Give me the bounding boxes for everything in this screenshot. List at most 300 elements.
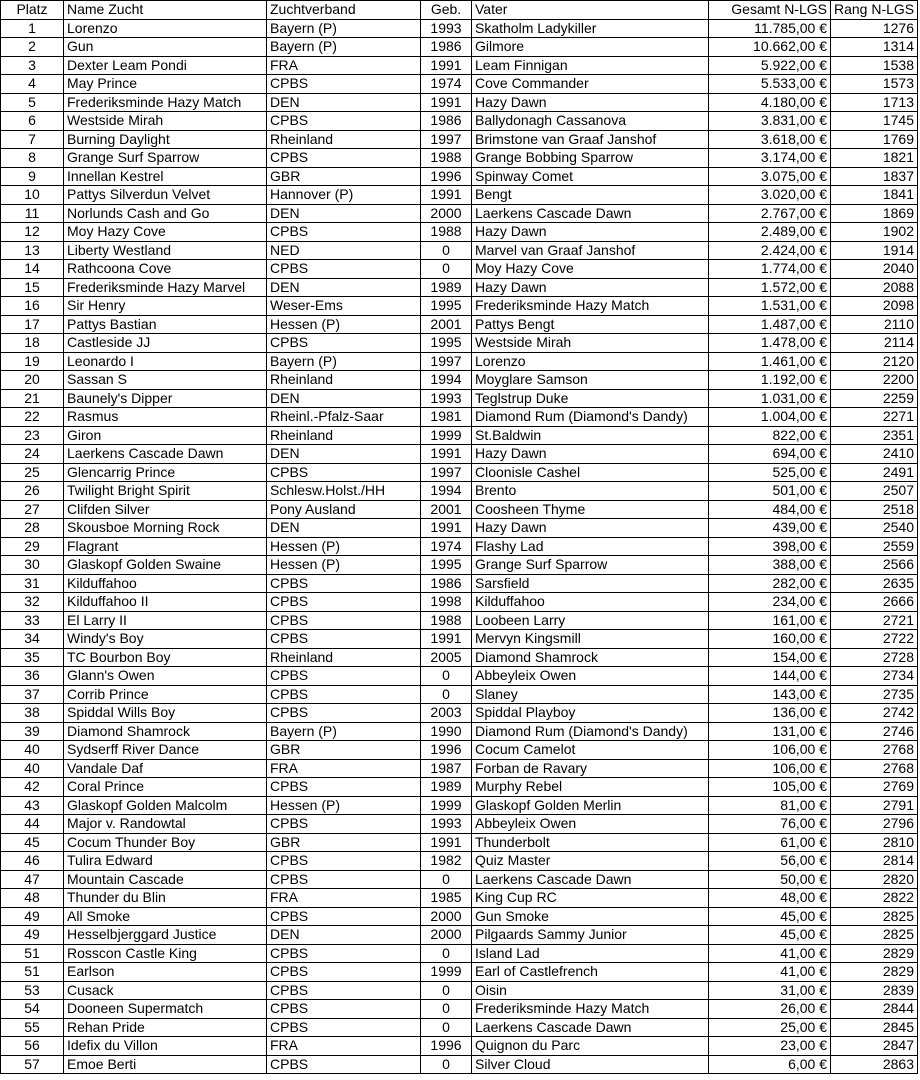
platz-cell: 42 xyxy=(1,778,64,797)
zuchtverband-cell: DEN xyxy=(267,204,421,223)
geb-cell: 2001 xyxy=(421,315,472,334)
zuchtverband-cell: CPBS xyxy=(267,704,421,723)
table-row xyxy=(1,981,918,1000)
platz-cell: 9 xyxy=(1,167,64,186)
platz-cell: 45 xyxy=(1,833,64,852)
name-cell: Laerkens Cascade Dawn xyxy=(64,445,267,464)
gesamt-cell: 3.174,00 € xyxy=(709,149,831,168)
name-cell: Rathcoona Cove xyxy=(64,260,267,279)
name-cell: Rosscon Castle King xyxy=(64,944,267,963)
name-cell: Moy Hazy Cove xyxy=(64,223,267,242)
rang-cell: 1538 xyxy=(831,56,918,75)
vater-cell: Moyglare Samson xyxy=(472,371,709,390)
geb-cell: 1988 xyxy=(421,611,472,630)
vater-cell: Kilduffahoo xyxy=(472,593,709,612)
table-row xyxy=(1,1000,918,1019)
table-row xyxy=(1,426,918,445)
name-cell: Kilduffahoo II xyxy=(64,593,267,612)
gesamt-cell: 1.192,00 € xyxy=(709,371,831,390)
geb-cell: 1996 xyxy=(421,167,472,186)
geb-cell: 0 xyxy=(421,944,472,963)
name-cell: Clifden Silver xyxy=(64,500,267,519)
gesamt-cell: 161,00 € xyxy=(709,611,831,630)
rang-cell: 2110 xyxy=(831,315,918,334)
name-cell: Earlson xyxy=(64,963,267,982)
table-row xyxy=(1,593,918,612)
vater-cell: Oisin xyxy=(472,981,709,1000)
column-header-platz: Platz xyxy=(1,1,64,20)
name-cell: Tulira Edward xyxy=(64,852,267,871)
name-cell: Rasmus xyxy=(64,408,267,427)
table-body xyxy=(1,19,918,1074)
name-cell: Vandale Daf xyxy=(64,759,267,778)
table-row xyxy=(1,186,918,205)
platz-cell: 40 xyxy=(1,741,64,760)
geb-cell: 1999 xyxy=(421,963,472,982)
name-cell: Sir Henry xyxy=(64,297,267,316)
rang-cell: 2507 xyxy=(831,482,918,501)
gesamt-cell: 56,00 € xyxy=(709,852,831,871)
gesamt-cell: 1.774,00 € xyxy=(709,260,831,279)
name-cell: Burning Daylight xyxy=(64,130,267,149)
rang-cell: 1837 xyxy=(831,167,918,186)
vater-cell: Hazy Dawn xyxy=(472,93,709,112)
name-cell: Westside Mirah xyxy=(64,112,267,131)
platz-cell: 29 xyxy=(1,537,64,556)
rang-cell: 1713 xyxy=(831,93,918,112)
vater-cell: Sarsfield xyxy=(472,574,709,593)
geb-cell: 0 xyxy=(421,260,472,279)
rang-cell: 2742 xyxy=(831,704,918,723)
platz-cell: 17 xyxy=(1,315,64,334)
vater-cell: Gun Smoke xyxy=(472,907,709,926)
rang-cell: 2540 xyxy=(831,519,918,538)
geb-cell: 1989 xyxy=(421,778,472,797)
name-cell: Giron xyxy=(64,426,267,445)
platz-cell: 18 xyxy=(1,334,64,353)
vater-cell: Spinway Comet xyxy=(472,167,709,186)
zuchtverband-cell: Rheinland xyxy=(267,371,421,390)
vater-cell: Pilgaards Sammy Junior xyxy=(472,926,709,945)
rang-cell: 2829 xyxy=(831,944,918,963)
name-cell: Windy's Boy xyxy=(64,630,267,649)
table-row xyxy=(1,278,918,297)
name-cell: Rehan Pride xyxy=(64,1018,267,1037)
gesamt-cell: 1.531,00 € xyxy=(709,297,831,316)
zuchtverband-cell: Weser-Ems xyxy=(267,297,421,316)
rang-cell: 2847 xyxy=(831,1037,918,1056)
platz-cell: 30 xyxy=(1,556,64,575)
geb-cell: 1991 xyxy=(421,186,472,205)
rang-cell: 2666 xyxy=(831,593,918,612)
table-row xyxy=(1,1018,918,1037)
table-row xyxy=(1,371,918,390)
geb-cell: 2000 xyxy=(421,907,472,926)
vater-cell: Earl of Castlefrench xyxy=(472,963,709,982)
rang-cell: 2410 xyxy=(831,445,918,464)
name-cell: Cusack xyxy=(64,981,267,1000)
column-header-name-zucht: Name Zucht xyxy=(64,1,267,20)
column-header-gesamt-n-lgs: Gesamt N-LGS xyxy=(709,1,831,20)
gesamt-cell: 48,00 € xyxy=(709,889,831,908)
table-row xyxy=(1,56,918,75)
geb-cell: 1995 xyxy=(421,334,472,353)
platz-cell: 20 xyxy=(1,371,64,390)
geb-cell: 2001 xyxy=(421,500,472,519)
zuchtverband-cell: FRA xyxy=(267,759,421,778)
geb-cell: 1991 xyxy=(421,56,472,75)
zuchtverband-cell: CPBS xyxy=(267,944,421,963)
geb-cell: 1997 xyxy=(421,130,472,149)
rang-cell: 2635 xyxy=(831,574,918,593)
rang-cell: 2839 xyxy=(831,981,918,1000)
gesamt-cell: 23,00 € xyxy=(709,1037,831,1056)
name-cell: Pattys Silverdun Velvet xyxy=(64,186,267,205)
table-row xyxy=(1,833,918,852)
table-row xyxy=(1,722,918,741)
table-row xyxy=(1,870,918,889)
name-cell: Coral Prince xyxy=(64,778,267,797)
rang-cell: 1914 xyxy=(831,241,918,260)
platz-cell: 1 xyxy=(1,19,64,38)
name-cell: Gun xyxy=(64,38,267,57)
rang-cell: 2863 xyxy=(831,1055,918,1074)
name-cell: Frederiksminde Hazy Marvel xyxy=(64,278,267,297)
table-row xyxy=(1,685,918,704)
vater-cell: Laerkens Cascade Dawn xyxy=(472,204,709,223)
geb-cell: 1993 xyxy=(421,19,472,38)
table-row xyxy=(1,741,918,760)
table-row xyxy=(1,352,918,371)
gesamt-cell: 3.618,00 € xyxy=(709,130,831,149)
table-row xyxy=(1,926,918,945)
geb-cell: 0 xyxy=(421,1000,472,1019)
table-row xyxy=(1,611,918,630)
gesamt-cell: 694,00 € xyxy=(709,445,831,464)
vater-cell: Forban de Ravary xyxy=(472,759,709,778)
gesamt-cell: 41,00 € xyxy=(709,963,831,982)
platz-cell: 23 xyxy=(1,426,64,445)
gesamt-cell: 439,00 € xyxy=(709,519,831,538)
zuchtverband-cell: GBR xyxy=(267,833,421,852)
name-cell: Castleside JJ xyxy=(64,334,267,353)
geb-cell: 1999 xyxy=(421,796,472,815)
platz-cell: 34 xyxy=(1,630,64,649)
vater-cell: St.Baldwin xyxy=(472,426,709,445)
gesamt-cell: 4.180,00 € xyxy=(709,93,831,112)
column-header-rang-n-lgs: Rang N-LGS xyxy=(831,1,918,20)
geb-cell: 1988 xyxy=(421,149,472,168)
gesamt-cell: 3.075,00 € xyxy=(709,167,831,186)
gesamt-cell: 484,00 € xyxy=(709,500,831,519)
zuchtverband-cell: Rheinland xyxy=(267,648,421,667)
name-cell: Lorenzo xyxy=(64,19,267,38)
geb-cell: 1995 xyxy=(421,297,472,316)
platz-cell: 47 xyxy=(1,870,64,889)
table-row xyxy=(1,389,918,408)
name-cell: Kilduffahoo xyxy=(64,574,267,593)
geb-cell: 1993 xyxy=(421,389,472,408)
rang-cell: 2768 xyxy=(831,759,918,778)
zuchtverband-cell: Bayern (P) xyxy=(267,38,421,57)
vater-cell: Spiddal Playboy xyxy=(472,704,709,723)
vater-cell: Diamond Shamrock xyxy=(472,648,709,667)
gesamt-cell: 1.461,00 € xyxy=(709,352,831,371)
gesamt-cell: 1.572,00 € xyxy=(709,278,831,297)
platz-cell: 13 xyxy=(1,241,64,260)
vater-cell: Quignon du Parc xyxy=(472,1037,709,1056)
platz-cell: 53 xyxy=(1,981,64,1000)
name-cell: Emoe Berti xyxy=(64,1055,267,1074)
vater-cell: Coosheen Thyme xyxy=(472,500,709,519)
zuchtverband-cell: CPBS xyxy=(267,593,421,612)
platz-cell: 48 xyxy=(1,889,64,908)
gesamt-cell: 234,00 € xyxy=(709,593,831,612)
geb-cell: 1989 xyxy=(421,278,472,297)
vater-cell: Diamond Rum (Diamond's Dandy) xyxy=(472,722,709,741)
geb-cell: 2003 xyxy=(421,704,472,723)
rang-cell: 2098 xyxy=(831,297,918,316)
table-row xyxy=(1,944,918,963)
rang-cell: 2566 xyxy=(831,556,918,575)
name-cell: Glencarrig Prince xyxy=(64,463,267,482)
rang-cell: 2844 xyxy=(831,1000,918,1019)
vater-cell: Gilmore xyxy=(472,38,709,57)
rang-cell: 2814 xyxy=(831,852,918,871)
vater-cell: Leam Finnigan xyxy=(472,56,709,75)
table-row xyxy=(1,648,918,667)
zuchtverband-cell: Rheinland xyxy=(267,130,421,149)
zuchtverband-cell: Schlesw.Holst./HH xyxy=(267,482,421,501)
platz-cell: 11 xyxy=(1,204,64,223)
table-row xyxy=(1,1055,918,1074)
platz-cell: 55 xyxy=(1,1018,64,1037)
gesamt-cell: 2.767,00 € xyxy=(709,204,831,223)
name-cell: Leonardo I xyxy=(64,352,267,371)
rang-cell: 1821 xyxy=(831,149,918,168)
vater-cell: Diamond Rum (Diamond's Dandy) xyxy=(472,408,709,427)
zuchtverband-cell: CPBS xyxy=(267,223,421,242)
header-row xyxy=(1,1,918,20)
vater-cell: Bengt xyxy=(472,186,709,205)
name-cell: Idefix du Villon xyxy=(64,1037,267,1056)
gesamt-cell: 31,00 € xyxy=(709,981,831,1000)
platz-cell: 27 xyxy=(1,500,64,519)
platz-cell: 54 xyxy=(1,1000,64,1019)
gesamt-cell: 3.020,00 € xyxy=(709,186,831,205)
name-cell: Thunder du Blin xyxy=(64,889,267,908)
table-row xyxy=(1,667,918,686)
rang-cell: 2746 xyxy=(831,722,918,741)
name-cell: Glaskopf Golden Malcolm xyxy=(64,796,267,815)
geb-cell: 1986 xyxy=(421,38,472,57)
zuchtverband-cell: Rheinl.-Pfalz-Saar xyxy=(267,408,421,427)
geb-cell: 1986 xyxy=(421,574,472,593)
vater-cell: Cloonisle Cashel xyxy=(472,463,709,482)
table-row xyxy=(1,38,918,57)
platz-cell: 10 xyxy=(1,186,64,205)
zuchtverband-cell: Pony Ausland xyxy=(267,500,421,519)
geb-cell: 1991 xyxy=(421,630,472,649)
platz-cell: 16 xyxy=(1,297,64,316)
gesamt-cell: 144,00 € xyxy=(709,667,831,686)
rang-cell: 1314 xyxy=(831,38,918,57)
rang-cell: 2769 xyxy=(831,778,918,797)
table-row xyxy=(1,630,918,649)
geb-cell: 2000 xyxy=(421,204,472,223)
rang-cell: 2351 xyxy=(831,426,918,445)
geb-cell: 1995 xyxy=(421,556,472,575)
table-row xyxy=(1,19,918,38)
zuchtverband-cell: Hessen (P) xyxy=(267,315,421,334)
zuchtverband-cell: CPBS xyxy=(267,667,421,686)
zuchtverband-cell: FRA xyxy=(267,889,421,908)
gesamt-cell: 2.489,00 € xyxy=(709,223,831,242)
name-cell: Diamond Shamrock xyxy=(64,722,267,741)
rang-cell: 2271 xyxy=(831,408,918,427)
rang-cell: 2829 xyxy=(831,963,918,982)
table-row xyxy=(1,519,918,538)
platz-cell: 37 xyxy=(1,685,64,704)
rang-cell: 1276 xyxy=(831,19,918,38)
vater-cell: Westside Mirah xyxy=(472,334,709,353)
vater-cell: Grange Surf Sparrow xyxy=(472,556,709,575)
zuchtverband-cell: Hessen (P) xyxy=(267,556,421,575)
geb-cell: 1988 xyxy=(421,223,472,242)
table-row xyxy=(1,130,918,149)
gesamt-cell: 25,00 € xyxy=(709,1018,831,1037)
zuchtverband-cell: CPBS xyxy=(267,907,421,926)
rang-cell: 2559 xyxy=(831,537,918,556)
gesamt-cell: 1.487,00 € xyxy=(709,315,831,334)
geb-cell: 1990 xyxy=(421,722,472,741)
gesamt-cell: 1.031,00 € xyxy=(709,389,831,408)
rang-cell: 2734 xyxy=(831,667,918,686)
rang-cell: 2768 xyxy=(831,741,918,760)
gesamt-cell: 501,00 € xyxy=(709,482,831,501)
name-cell: TC Bourbon Boy xyxy=(64,648,267,667)
column-header-vater: Vater xyxy=(472,1,709,20)
gesamt-cell: 143,00 € xyxy=(709,685,831,704)
table-row xyxy=(1,260,918,279)
gesamt-cell: 154,00 € xyxy=(709,648,831,667)
zuchtverband-cell: NED xyxy=(267,241,421,260)
zuchtverband-cell: CPBS xyxy=(267,852,421,871)
rang-cell: 2518 xyxy=(831,500,918,519)
table-row xyxy=(1,574,918,593)
rang-cell: 1869 xyxy=(831,204,918,223)
table-row xyxy=(1,778,918,797)
zuchtverband-cell: CPBS xyxy=(267,260,421,279)
rang-cell: 2735 xyxy=(831,685,918,704)
platz-cell: 40 xyxy=(1,759,64,778)
geb-cell: 1998 xyxy=(421,593,472,612)
name-cell: Major v. Randowtal xyxy=(64,815,267,834)
geb-cell: 1991 xyxy=(421,519,472,538)
platz-cell: 24 xyxy=(1,445,64,464)
vater-cell: Laerkens Cascade Dawn xyxy=(472,1018,709,1037)
gesamt-cell: 5.922,00 € xyxy=(709,56,831,75)
zuchtverband-cell: Rheinland xyxy=(267,426,421,445)
zuchtverband-cell: CPBS xyxy=(267,75,421,94)
geb-cell: 1999 xyxy=(421,426,472,445)
name-cell: Grange Surf Sparrow xyxy=(64,149,267,168)
platz-cell: 2 xyxy=(1,38,64,57)
vater-cell: Abbeyleix Owen xyxy=(472,815,709,834)
zuchtverband-cell: CPBS xyxy=(267,112,421,131)
gesamt-cell: 1.004,00 € xyxy=(709,408,831,427)
vater-cell: Murphy Rebel xyxy=(472,778,709,797)
geb-cell: 0 xyxy=(421,1018,472,1037)
zuchtverband-cell: Bayern (P) xyxy=(267,722,421,741)
zuchtverband-cell: DEN xyxy=(267,926,421,945)
zuchtverband-cell: CPBS xyxy=(267,630,421,649)
platz-cell: 51 xyxy=(1,963,64,982)
rang-cell: 2825 xyxy=(831,907,918,926)
platz-cell: 44 xyxy=(1,815,64,834)
geb-cell: 1994 xyxy=(421,371,472,390)
platz-cell: 3 xyxy=(1,56,64,75)
zuchtverband-cell: DEN xyxy=(267,278,421,297)
geb-cell: 1991 xyxy=(421,445,472,464)
vater-cell: Grange Bobbing Sparrow xyxy=(472,149,709,168)
rang-cell: 2120 xyxy=(831,352,918,371)
vater-cell: Frederiksminde Hazy Match xyxy=(472,297,709,316)
vater-cell: Brento xyxy=(472,482,709,501)
zuchtverband-cell: CPBS xyxy=(267,463,421,482)
zuchtverband-cell: Hessen (P) xyxy=(267,796,421,815)
gesamt-cell: 822,00 € xyxy=(709,426,831,445)
vater-cell: Hazy Dawn xyxy=(472,278,709,297)
geb-cell: 1982 xyxy=(421,852,472,871)
vater-cell: Skatholm Ladykiller xyxy=(472,19,709,38)
platz-cell: 14 xyxy=(1,260,64,279)
zuchtverband-cell: CPBS xyxy=(267,981,421,1000)
table-row xyxy=(1,815,918,834)
table-row xyxy=(1,759,918,778)
gesamt-cell: 525,00 € xyxy=(709,463,831,482)
name-cell: Glann's Owen xyxy=(64,667,267,686)
zuchtverband-cell: CPBS xyxy=(267,574,421,593)
gesamt-cell: 131,00 € xyxy=(709,722,831,741)
zuchtverband-cell: CPBS xyxy=(267,963,421,982)
zuchtverband-cell: FRA xyxy=(267,1037,421,1056)
table-row xyxy=(1,1037,918,1056)
table-row xyxy=(1,408,918,427)
name-cell: Sassan S xyxy=(64,371,267,390)
gesamt-cell: 45,00 € xyxy=(709,926,831,945)
platz-cell: 19 xyxy=(1,352,64,371)
zuchtverband-cell: CPBS xyxy=(267,1000,421,1019)
gesamt-cell: 136,00 € xyxy=(709,704,831,723)
name-cell: All Smoke xyxy=(64,907,267,926)
vater-cell: Hazy Dawn xyxy=(472,223,709,242)
geb-cell: 0 xyxy=(421,1055,472,1074)
name-cell: Twilight Bright Spirit xyxy=(64,482,267,501)
vater-cell: Brimstone van Graaf Janshof xyxy=(472,130,709,149)
vater-cell: Thunderbolt xyxy=(472,833,709,852)
geb-cell: 0 xyxy=(421,981,472,1000)
platz-cell: 56 xyxy=(1,1037,64,1056)
vater-cell: Moy Hazy Cove xyxy=(472,260,709,279)
rang-cell: 2040 xyxy=(831,260,918,279)
gesamt-cell: 282,00 € xyxy=(709,574,831,593)
rang-cell: 2721 xyxy=(831,611,918,630)
geb-cell: 1991 xyxy=(421,833,472,852)
rang-cell: 2796 xyxy=(831,815,918,834)
table-row xyxy=(1,889,918,908)
rang-cell: 1573 xyxy=(831,75,918,94)
